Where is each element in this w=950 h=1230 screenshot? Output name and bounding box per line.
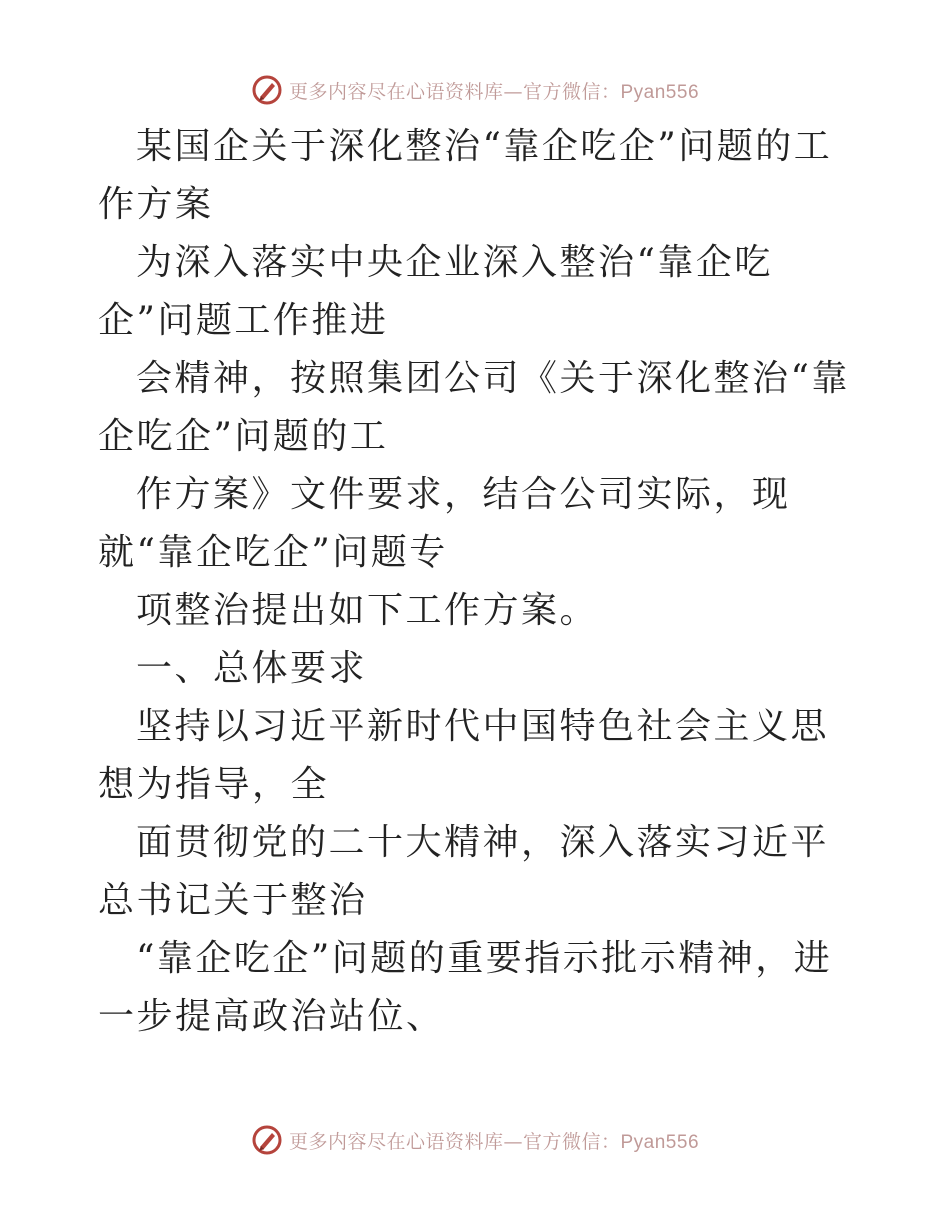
paragraph-6: 坚持以习近平新时代中国特色社会主义思想为指导，全 xyxy=(98,706,830,805)
watermark-text xyxy=(289,1127,699,1154)
watermark-wechat-id: Pyan556 xyxy=(620,1131,700,1153)
watermark-text xyxy=(289,77,699,104)
paragraph-2: 会精神，按照集团公司《关于深化整治“靠企吃企”问题的工 xyxy=(98,358,850,457)
paragraph-3: 作方案》文件要求，结合公司实际，现就“靠企吃企”问题专 xyxy=(98,474,791,573)
pen-circle-logo-icon xyxy=(251,74,283,106)
paragraph-1: 为深入落实中央企业深入整治“靠企吃企”问题工作推进 xyxy=(98,242,773,341)
paragraph-4: 项整治提出如下工作方案。 xyxy=(136,590,599,631)
paragraph-8: “靠企吃企”问题的重要指示批示精神，进一步提高政治站位、 xyxy=(98,938,833,1037)
document-title: 某国企关于深化整治“靠企吃企”问题的工作方案 xyxy=(98,126,833,225)
header-watermark xyxy=(0,72,950,108)
pen-circle-logo-icon xyxy=(251,1124,283,1156)
watermark-wechat-id: Pyan556 xyxy=(620,81,700,103)
section-heading: 一、总体要求 xyxy=(136,648,368,689)
watermark-label: 更多内容尽在心语资料库—官方微信： xyxy=(288,1130,621,1153)
footer-watermark xyxy=(0,1122,950,1158)
watermark-label: 更多内容尽在心语资料库—官方微信： xyxy=(288,80,621,103)
paragraph-7: 面贯彻党的二十大精神，深入落实习近平总书记关于整治 xyxy=(98,822,830,921)
document-body xyxy=(98,118,858,1046)
